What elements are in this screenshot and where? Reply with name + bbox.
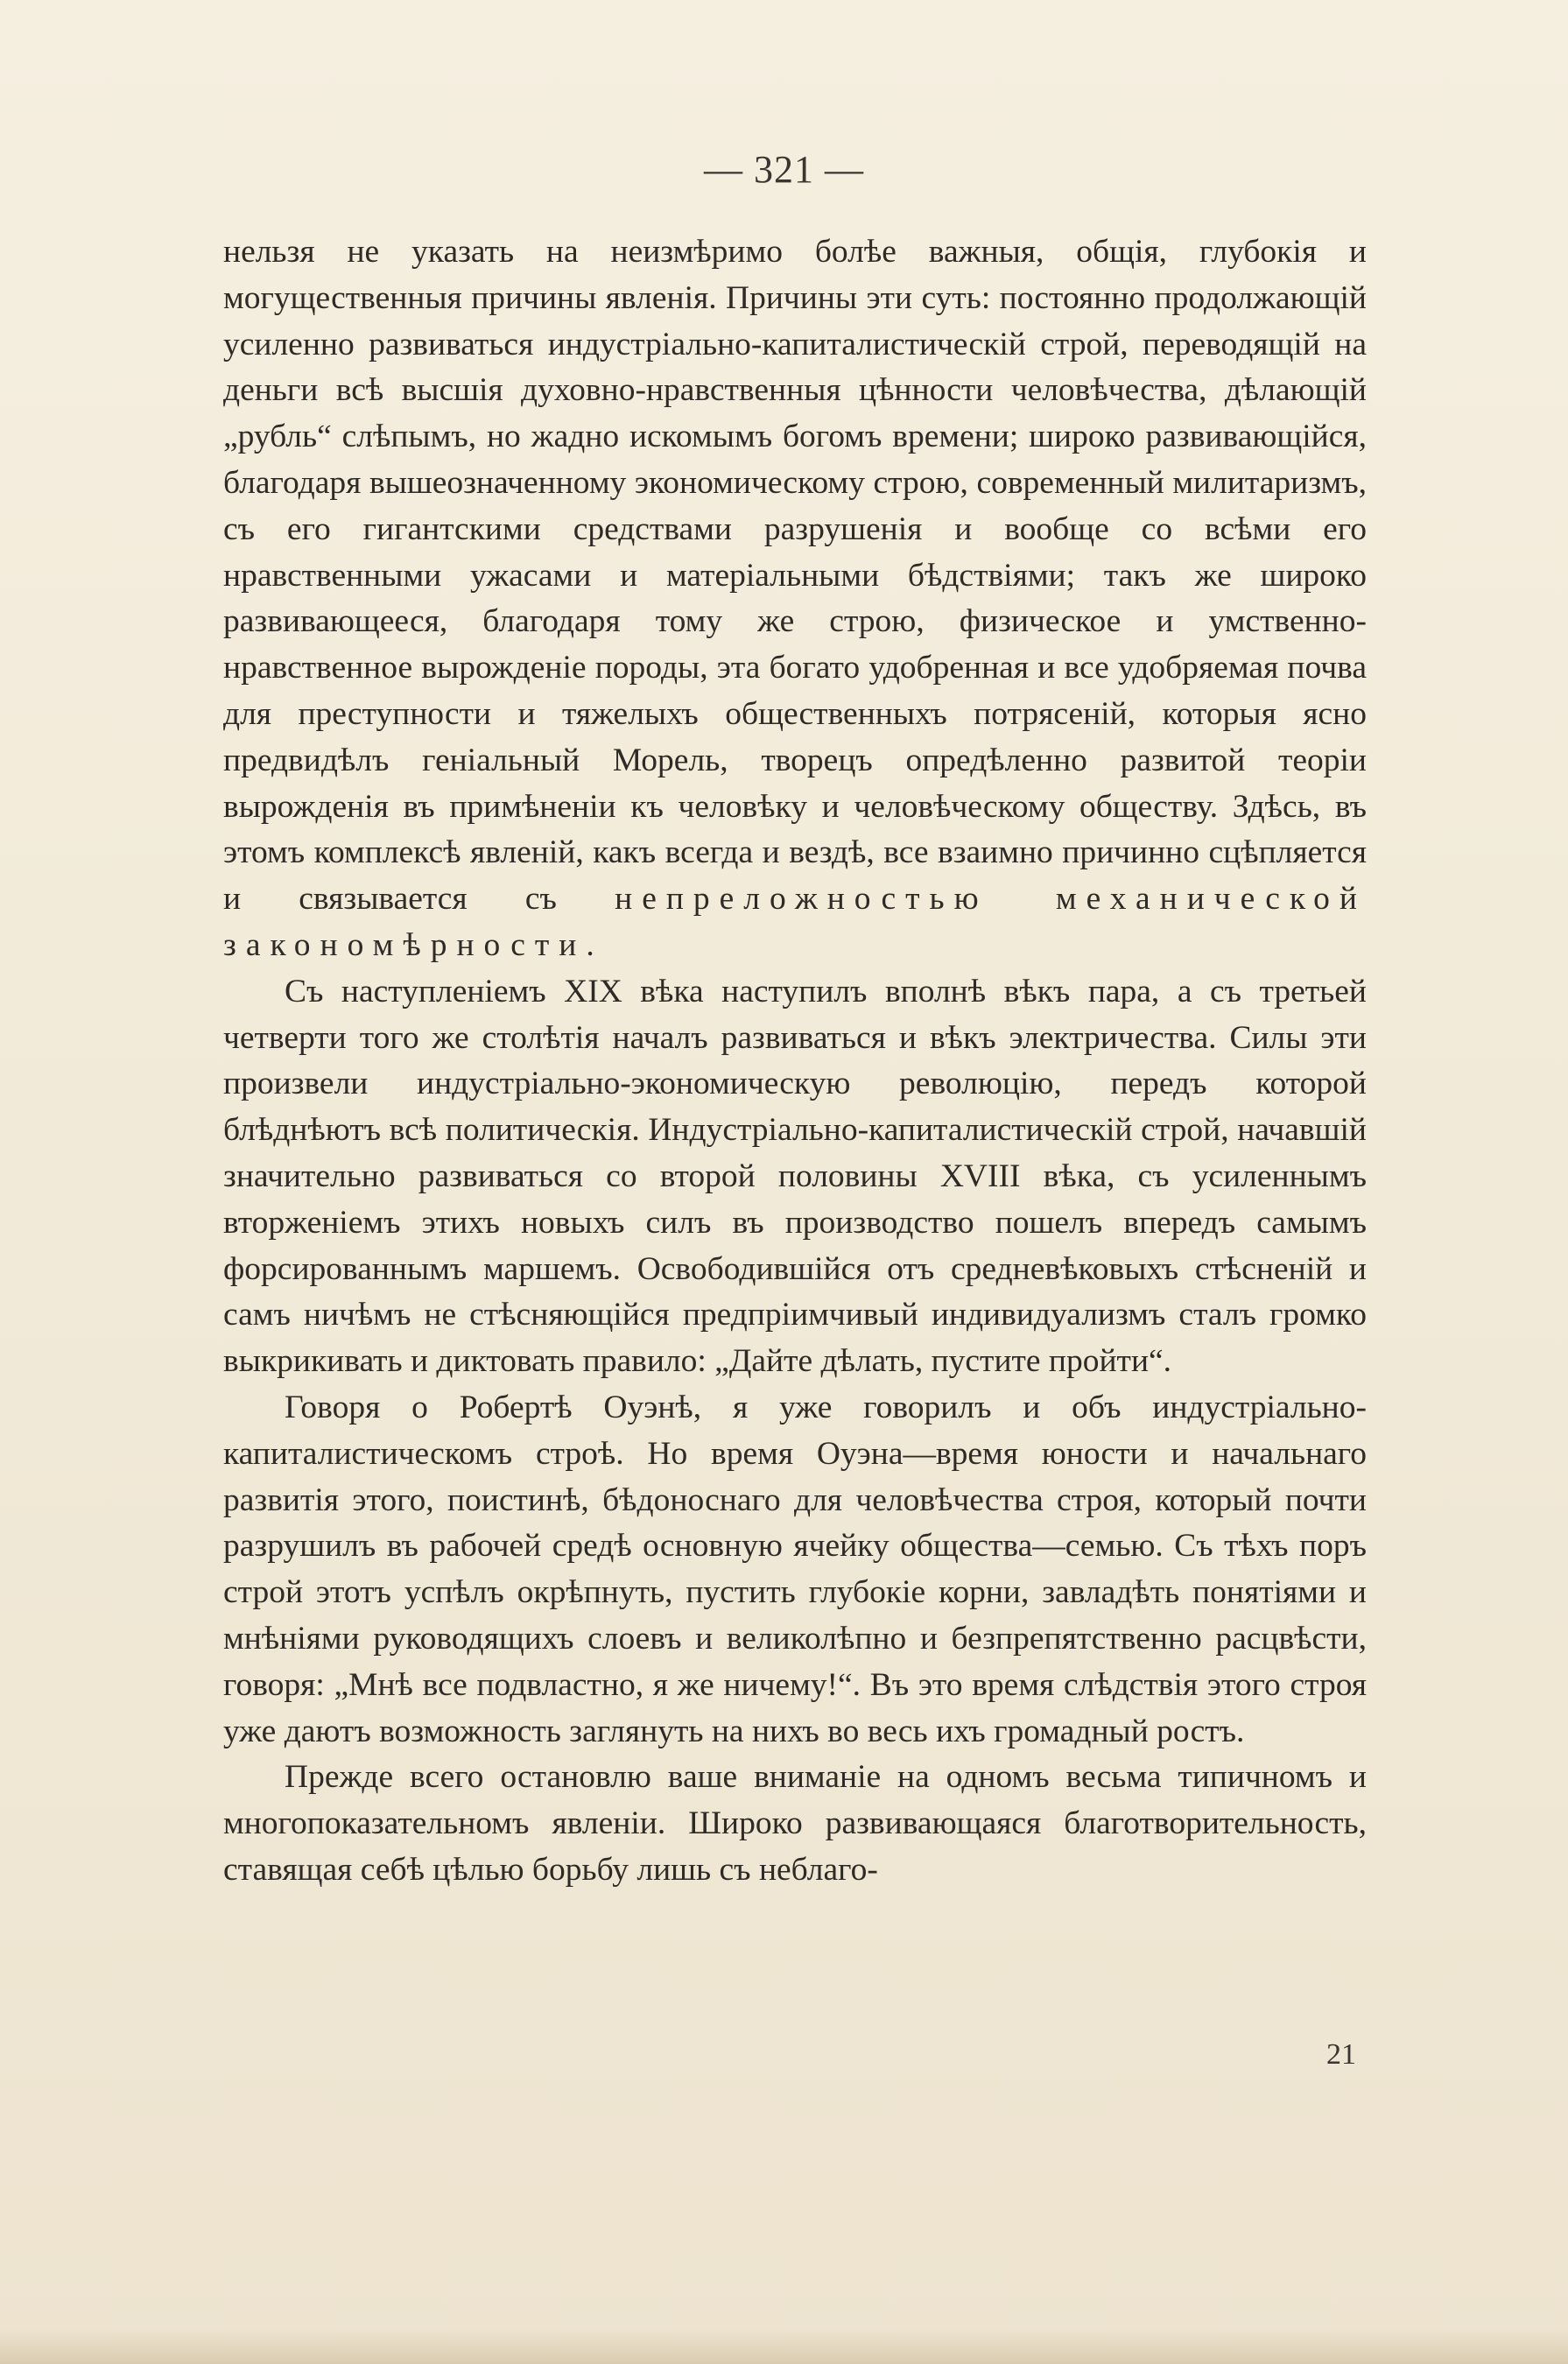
page-header-number: — 321 — [704,148,864,191]
page-edge-shadow [0,2329,1568,2364]
paragraph-3: Говоря о Робертѣ Оуэнѣ, я уже говорилъ и объ индустріально-капиталистическомъ строѣ. Но время Оуэна—время юности и начальнаго развитія этого, поистинѣ, бѣдоноснаго для человѣчества строя, который почти разрушилъ въ рабочей средѣ основную ячейку общества—семью. Съ тѣхъ поръ строй этотъ успѣлъ окрѣпнуть, пустить глубокіе корни, завладѣть понятіями и мнѣніями руководящихъ слоевъ и великолѣпно и безпрепятственно расцвѣсти, говоря: „Мнѣ все подвластно, я же ничему!“. Въ это время слѣдствія этого строя уже даютъ возможность заглянуть на нихъ во весь ихъ громадный ростъ. [223,1389,1367,1749]
spaced-emphasis: непреложностью механической закономѣрности. [223,881,1367,963]
paragraph-1-text: нельзя не указать на неизмѣримо болѣе важныя, общія, глубокія и могущественныя причины явленія. Причины эти суть: постоянно продолжающій усиленно развиваться индустріально-капиталистическій строй, переводящій на деньги всѣ высшія духовно-нравственныя цѣнности человѣчества, дѣлающій „рубль“ слѣпымъ, но жадно искомымъ богомъ времени; широко развивающійся, благодаря вышеозначенному экономическому строю, современный милитаризмъ, съ его гигантскими средствами разрушенія и вообще со всѣми его нравственными ужасами и матеріальными бѣдствіями; такъ же широко развивающееся, благодаря тому же строю, физическое и умственно-нравственное вырожденіе породы, эта богато удобренная и все удобряемая почва для преступности и тяжелыхъ общественныхъ потрясеній, которыя ясно предвидѣлъ геніальный Морель, творецъ опредѣленно развитой теоріи вырожденія въ примѣненіи къ человѣку и человѣческому обществу. Здѣсь, въ этомъ комплексѣ явленій, какъ всегда и вездѣ, все взаимно причинно сцѣпляется и связывается съ [223,234,1367,918]
signature-mark: 21 [1326,2038,1356,2071]
paragraph-4: Прежде всего остановлю ваше вниманіе на одномъ весьма типичномъ и многопоказательномъ явленіи. Широко развивающаяся благотворительность, ставящая себѣ цѣлью борьбу лишь съ неблаго- [223,1759,1367,1888]
paragraph-2: Съ наступленіемъ XIX вѣка наступилъ вполнѣ вѣкъ пара, а съ третьей четверти того же столѣтія началъ развиваться и вѣкъ электричества. Силы эти произвели индустріально-экономическую революцію, передъ которой блѣднѣютъ всѣ политическія. Индустріально-капиталистическій строй, начавшій значительно развиваться со второй половины XVIII вѣка, съ усиленнымъ вторженіемъ этихъ новыхъ силъ въ производство пошелъ впередъ самымъ форсированнымъ маршемъ. Освободившійся отъ средневѣковыхъ стѣсненій и самъ ничѣмъ не стѣсняющійся предпріимчивый индивидуализмъ сталъ громко выкрикивать и диктовать правило: „Дайте дѣлать, пустите пройти“. [223,973,1367,1380]
body-text [223,229,1367,1894]
paragraph-1 [223,229,1367,969]
